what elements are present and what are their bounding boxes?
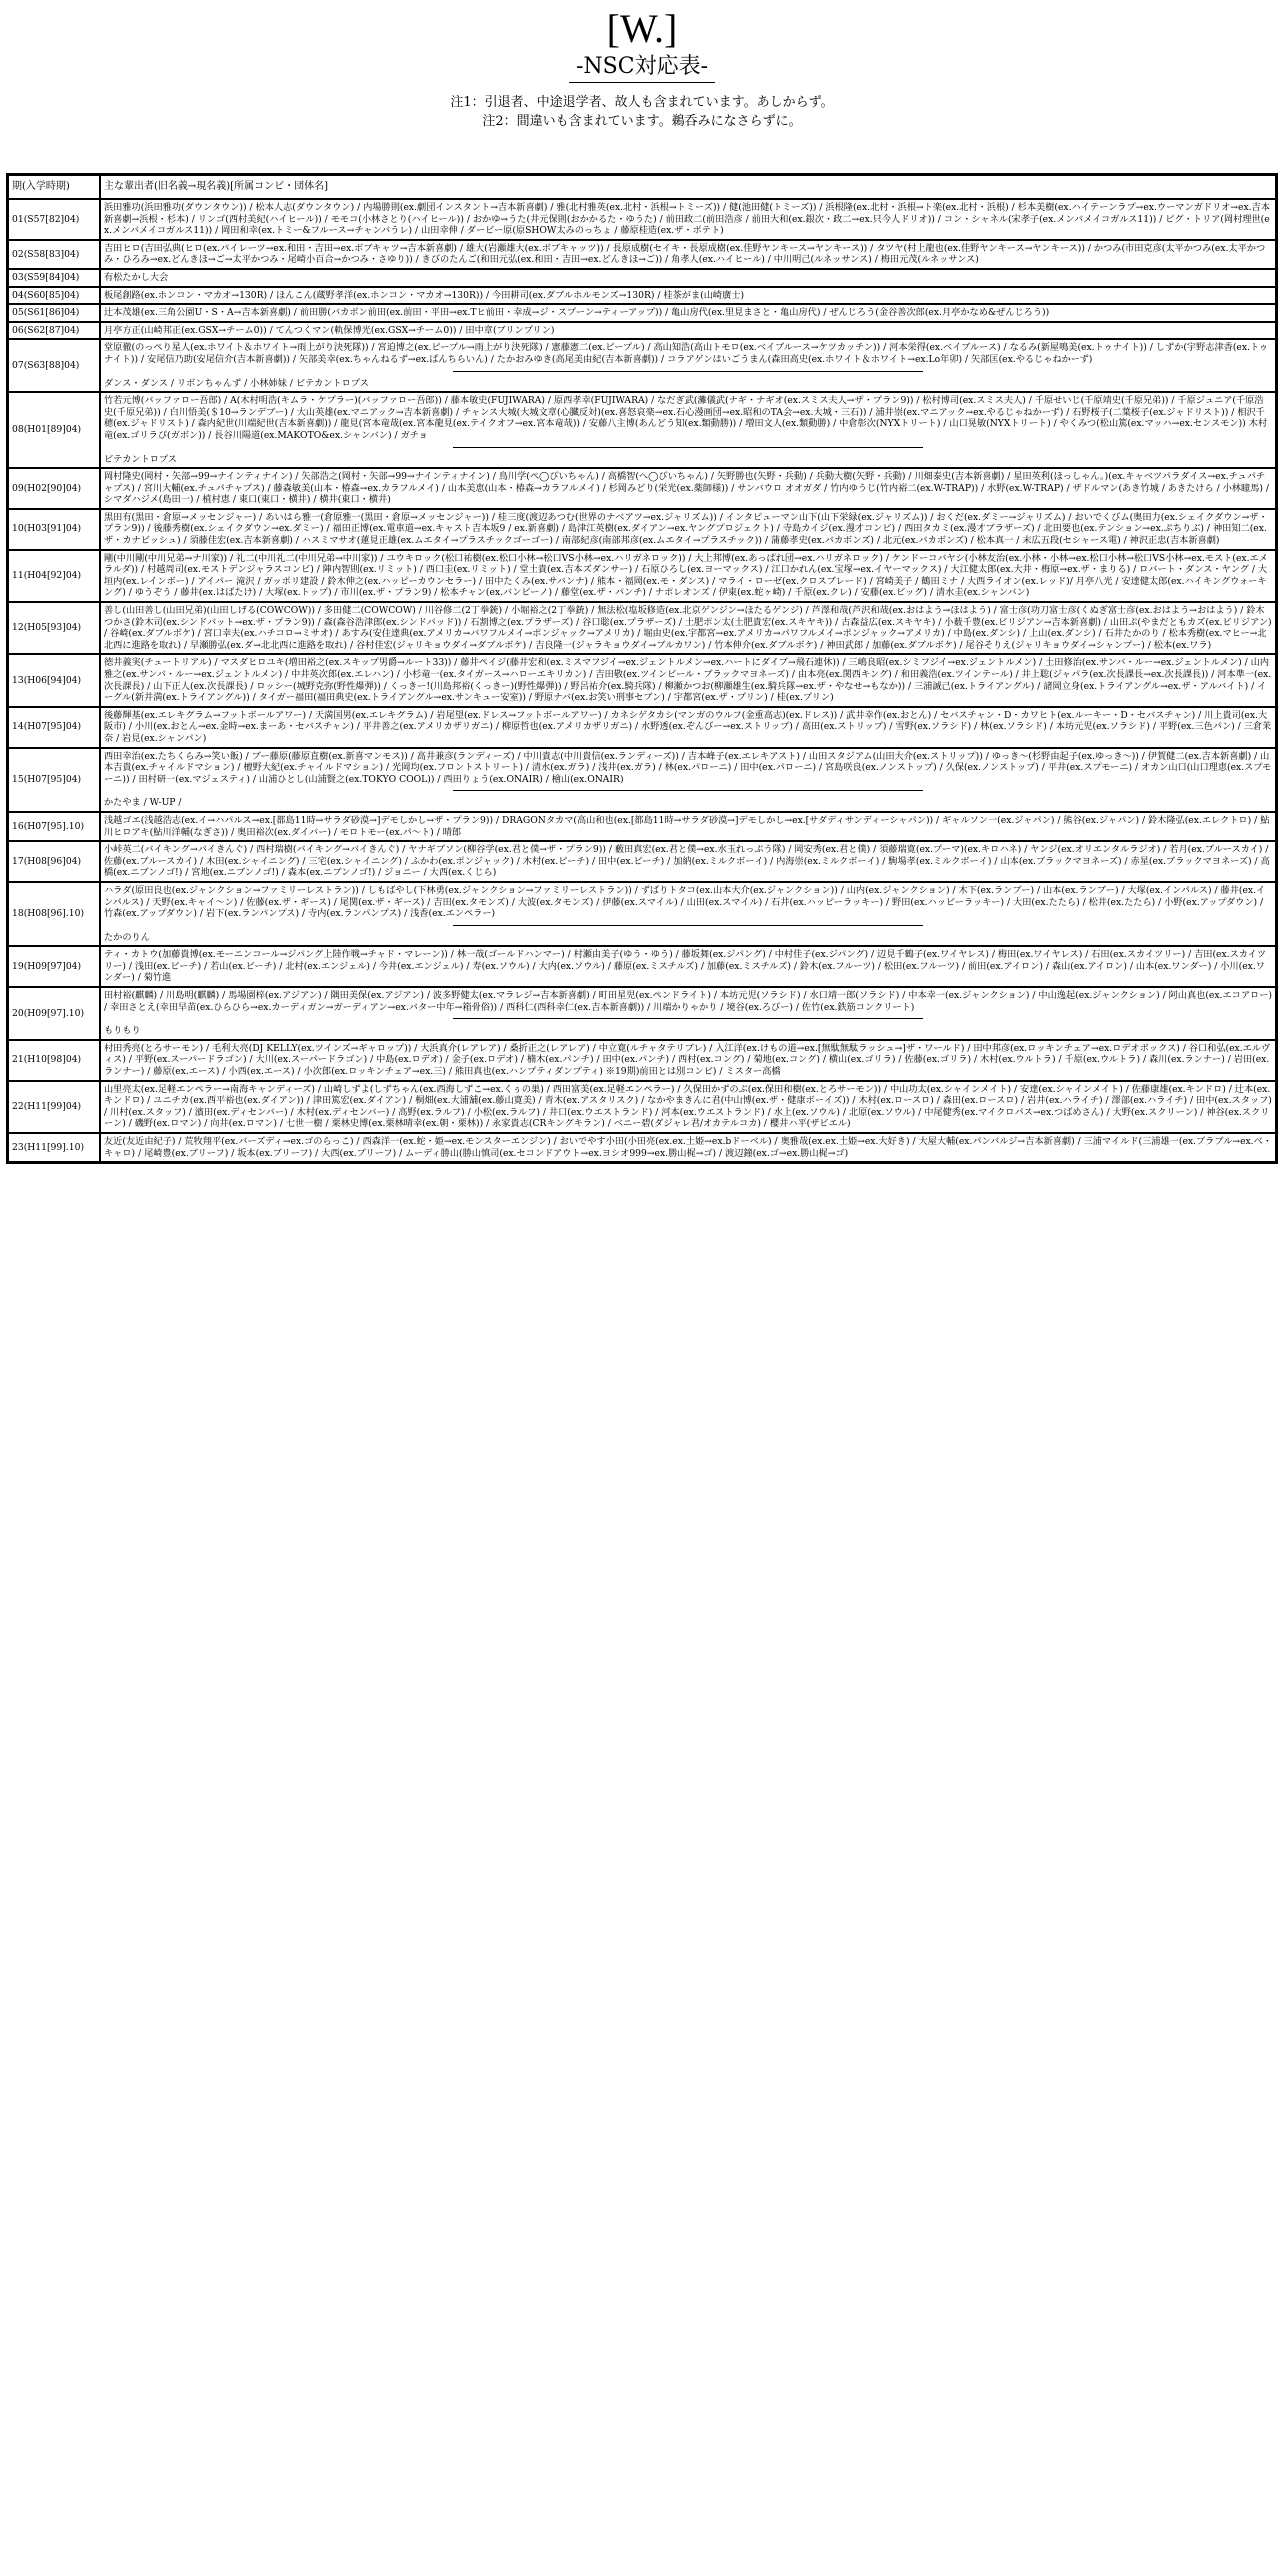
cohort-period: 21(H10[98]04)	[8, 1040, 100, 1081]
cohort-members	[100, 882, 1276, 946]
cohort-members	[100, 322, 1276, 340]
nsc-table-container	[6, 173, 1278, 1164]
cohort-members	[100, 339, 1276, 392]
groups-text: かたやま / W-UP /	[104, 797, 182, 809]
cohort-period: 17(H08[96]04)	[8, 841, 100, 882]
note-1: 注1：引退者、中途退学者、故人も含まれています。あしからず。	[450, 95, 834, 110]
members-text: 徳井義実(チュートリアル) / マスダヒロユキ(増田裕之(ex.スキップ男爵→ルート33)) / 藤井ペイジ(藤井宏和(ex.ミスマフジイ→ex.ジェントルメン→ex.ハートにダイブ→飛石連休)) / 三嶋良昭(ex.シミフジイ→ex.ジェントルメン) / 土田修治(ex.サンバ・ルー→ex.ジェントルメン) / 山内雅之(ex.サンバ・ルー→ex.ジェントルメン) / 中井英次郎(ex.エレハン) / 小杉竜一(ex.タイガース→ハローエキリカン) / 吉田敬(ex.ツインビール・ブラックマヨネーズ) / 由本亮(ex.関西キング) / 和田義浩(ex.ツインテール) / 井上聡(ジャパラ(ex.次長課長→ex.次長課長)) / 河本準一(ex.次長課長) / 山下正人(ex.次長課長) / ロッシー(城野克弥(野性爆弾)) / くっきー!(川島邦裕(くっきー)(野性爆弾)) / 野呂祐介(ex.騎兵隊) / 柳瀬かつお(柳瀬雄生(ex.騎兵隊→ex.ザ・やなせ→もなか)) / 三浦誠己(ex.トライアングル) / 諸岡立身(ex.トライアングル→ex.ザ・アルバイト) / イーグル(新井満(ex.トライアングル)) / タイガー福田(福田典史(ex.トライアングル→ex.サンキュー安室)) / 野原ナバ(ex.お笑い刑事セブン) / 宇都宮(ex.ザ・プリン) / 桂(ex.プリン)	[104, 657, 1272, 704]
cohort-period: 14(H07[95]04)	[8, 707, 100, 748]
cohort-period: 03(S59[84]04)	[8, 269, 100, 287]
cohort-members	[100, 1133, 1276, 1162]
cohort-period: 07(S63[88]04)	[8, 339, 100, 392]
cohort-members	[100, 392, 1276, 468]
cohort-members	[100, 1081, 1276, 1133]
members-text: 月亭方正(山崎邦正(ex.GSX→チーム0)) / てんつくマン(軌保博光(ex.GSX→チーム0)) / 田中章(ブリンプリン)	[104, 324, 555, 336]
table-row	[8, 748, 1276, 812]
groups-text: ダンス・ダンス / リボンちゃんず / 小林姉妹 / ビテカントロプス	[104, 377, 369, 389]
cohort-period: 08(H01[89]04)	[8, 392, 100, 468]
cohort-members	[100, 946, 1276, 987]
members-text: 善し(山田善し(山田兄弟)(山田しげる(COWCOW)) / 多田健二(COWCOW) / 川谷修二(2丁拳銃) / 小堀裕之(2丁拳銃) / 無法松(塩坂修造(ex.北京ゲンジン→ほたるゲンジ) / 芦澤和哉(芦沢和哉(ex.おはよう→ほはよう) / 富士彦(功刀富士彦(くぬぎ富士彦(ex.おはよう→おはよう) / 鈴木つかさ(鈴木司(ex.シンドバット→ex.ザ・プラン9)) / 森(森谷浩津郎(ex.シンドバッド)) / 石割博之(ex.プラザーズ) / 谷口聡(ex.プラザーズ) / 土肥ポン太(土肥貴宏(ex.スキヤキ)) / 古森益広(ex.スキヤキ) / 小薮千豊(ex.ビリジアン→吉本新喜劇) / 山田ぷ(やまだともカズ(ex.ビリジアン) / 谷崎(ex.ダブルボケ) / 宮口幸夫(ex.ハチコロ→ミサオ) / あすみ(安住達典(ex.アメリカ→バワフルメイ→ポンジャック→アメリカ) / 堀由史(ex.宇都宮→ex.アメリカ→パワフルメイ→ポンジャック→アメリカ) / 中島(ex.ダンシ) / 上山(ex.ダンシ) / 石井たかのり / 松本秀樹(ex.マヒー→北北西に進路を取れ) / 早瀬勝弘(ex.ダ→北北西に進路を取れ) / 谷村佳宏(ジャリキョウダイ→ダブルボケ) / 吉良隆一(ジャラキョウダイ→ブルカワン) / 竹本伸介(ex.ダブルボケ) / 神田武郎 / 加藤(ex.ダブルボケ) / 尾谷そりえ(ジャリキョウダイ→シャンプー) / 松本(ex.ワラ)	[104, 605, 1272, 651]
subtitle-underline	[569, 82, 715, 83]
cohort-members	[100, 987, 1276, 1040]
cohort-members	[100, 304, 1276, 322]
cohort-period: 06(S62[87]04)	[8, 322, 100, 340]
cohort-members	[100, 550, 1276, 602]
members-text: 浅越ゴエ(浅越浩志(ex.イ→ハパルス→ex.[都島11時→サラダ砂漠→]デモしかし→ザ・プラン9)) / DRAGONタカマ(高山和也(ex.[都島11時→サラダ砂漠→]デモしかし→ex.[サダディサンディーシャパン)) / ギャルソン一(ex.ジャパン) / 熊谷(ex.ジャパン) / 鈴木隆弘(ex.エレクトロ) / 鮎川ヒロアキ(鮎川洋輔(なぎさ)) / 奥田裕次(ex.ダイバー) / モロトモー(ex.パ〜ト) / 晴郎	[104, 814, 1270, 838]
cohort-period: 01(S57[82]04)	[8, 199, 100, 240]
table-row	[8, 509, 1276, 550]
table-row	[8, 812, 1276, 841]
table-row	[8, 304, 1276, 322]
group-divider	[453, 790, 923, 791]
table-row	[8, 322, 1276, 340]
members-text: 吉田ヒロ(吉田弘典(ヒロ(ex.パイレーツ→ex.和田・吉田→ex.ボブキャツ→吉本新喜劇) / 雄大(岩瀬雄大(ex.ボブキャッツ)) / 長原成樹(セイキ・長原成樹(ex.佳野ヤンキース→ヤンキース)) / タツヤ(村上龍也(ex.佳野ヤンキース→ヤンキース)) / かつみ(市田克彦(太平かつみ(ex.太平かつみ・ひろみ→ex.どんきほ→ご→太平かつみ・尾崎小百合→かつみ・さゆり)) / きびのたんご(和田元弘(ex.和田・吉田→ex.どんきほ→ご)) / 角孝人(ex.ハイヒール) / 中川明己(ルネッサンス) / 梅田元茂(ルネッサンス)	[104, 242, 1266, 266]
members-text: 西田幸治(ex.たちくらみ→笑い飯) / ブー藤原(藤原直樹(ex.新喜マンモス)) / 高井兼彦(ランディーズ) / 中川貴志(中川貴信(ex.ランディーズ)) / 吉本峰子(ex.エレキアスト) / 山田スタジアム(山田大介(ex.ストリップ)) / ゆっき〜(杉野由起子(ex.ゆっき〜)) / 伊賀健二(ex.吉本新喜劇) / 山本吉貴(ex.チャイルドマション) / 檀野大紀(ex.チャイルドマション) / 光岡均(ex.フロントストリート) / 清水(ex.ガラ) / 浅井(ex.ガラ) / 林(ex.パローニ) / 田中(ex.パローニ) / 宮島咲良(ex.ノンストップ) / 久保(ex.ノンストップ) / 平井(ex.スプモーニ) / オカン山口(山口理恵(ex.スプモーニ)) / 田村研一(ex.マジェスティ) / 山浦ひとし(山浦賢之(ex.TOKYO COOL)) / 西田りょう(ex.ONAIR) / 檜山(ex.ONAIR)	[104, 750, 1272, 785]
cohort-members	[100, 812, 1276, 841]
groups-text: ビテカントロプス	[104, 453, 177, 465]
members-text: 黒田有(黒田・倉原→メッセンジャー) / あいはら雅一(倉原雅一(黒田・倉原→メッセンジャー)) / 桂三度(渡辺あつむ(世界のナベアツ→ex.ジャリズム)) / インタピューマン山下(山下栄緑(ex.ジャリズム)) / おくだ(ex.ダミー→ジャリズム) / おいでくびム(奥田力(ex.シェイクダウン→ザ・プラン9)) / 後藤秀樹(ex.シェイクダウン→ex.ダミー) / 福田正博(ex.電車道→ex.キャスト吉本坂9 / ex.新喜劇) / 島津江英樹(ex.ダイアン→ex.ヤングプロジェクト) / 寺島カイジ(ex.漫才コンビ) / 西田タカミ(ex.漫才ブラザーズ) / 北田要也(ex.テンション→ex.ぷちりぶ) / 神田知二(ex.ザ・カナビッシュ) / 須藤佳宏(ex.吉本新喜劇) / ハスミマサオ(蓮見正雄(ex.ムエタイ→プラスチックゴーゴー) / 南部紀彦(南部邦彦(ex.ムエタイ→プラスチック)) / 蒲藤孝史(ex.バカボンズ) / 北元(ex.バカボンズ) / 松本真一 / 末広五段(セシャース電) / 神沢正忠(吉本新喜劇)	[104, 511, 1268, 547]
members-text: 有松たかし大会	[104, 271, 169, 283]
members-text: ハラダ(原田良也(ex.ジャンクション→ファミリーレストラン)) / しもばやし(下林勇(ex.ジャンクション→ファミリーレストラン)) / ずばりトタコ(ex.山本大介(ex.ジャンクション)) / 山内(ex.ジャンクション) / 木下(ex.ランブー) / 山本(ex.ランブー) / 大塚(ex.インパルス) / 藤井(ex.インパルス) / 天野(ex.キャイ〜ン) / 佐藤(ex.ザ・ギース) / 尾関(ex.ザ・ギース) / 吉田(ex.タモンズ) / 大波(ex.タモンズ) / 伊藤(ex.スマイル) / 山田(ex.スマイル) / 石井(ex.ハッピーラッキー) / 野田(ex.ハッピーラッキー) / 大田(ex.たたら) / 松井(ex.たたら) / 小野(ex.アップダウン) / 竹森(ex.アップダウン) / 岩下(ex.ランパンプス) / 寺内(ex.ランパンプス) / 浅香(ex.エンペラー)	[104, 884, 1266, 920]
cohort-members	[100, 1040, 1276, 1081]
members-text: 板尾創路(ex.ホンコン・マカオ→130R) / ほんこん(蔵野孝洋(ex.ホンコン・マカオ→130R)) / 今田耕司(ex.ダブルホルモンズ→130R) / 桂茶がま(山崎廣士)	[104, 289, 745, 301]
cohort-period: 13(H06[94]04)	[8, 654, 100, 706]
table-row	[8, 339, 1276, 392]
members-text: 後藤輝基(ex.エレキグラム→フットボールアワー) / 天満国男(ex.エレキグラム) / 岩尾望(ex.ドレス→フットボールアワー) / カネシゲタカシ(マンガのウルフ(金重高志)(ex.ドレス)) / 武井幸作(ex.おとん) / セバスチャン・D・カワヒト(ex.ルーキー・D・セバスチャン) / 川上貴司(ex.大阪市) / 小川(ex.おとん→ex.金時→ex.まーあ・セバスチャン) / 平井善之(ex.アメリカザリガニ) / 柳原哲也(ex.アメリカザリガニ) / 水野透(ex.ぞんびー→ex.ストリップ) / 高田(ex.ストリップ) / 雪野(ex.ソラシド) / 林(ex.ソラシド) / 本坊元児(ex.ソラシド) / 平野(ex.三色パン) / 三倉茉奈 / 岩見(ex.シャンパン)	[104, 709, 1272, 744]
table-header-row	[8, 175, 1276, 199]
cohort-period: 22(H11[99]04)	[8, 1081, 100, 1133]
group-divider	[453, 447, 923, 448]
members-text: 竹若元博(バッファロー吾郎) / A(木村明浩(キムラ・ケプラー)(バッファロー吾郎)) / 藤本敏史(FUJIWARA) / 原西孝幸(FUJIWARA) / なだぎ武(灘儀武(ナギ・ナギオ(ex.スミス夫人→ザ・プラン9)) / 松村博司(ex.スミス夫人) / 千原せいじ(千原靖史(千原兄弟)) / 千原ジュニア(千原浩史(千原兄弟)) / 白川悟美(＄10→ランデブー) / 大山英雄(ex.マニアック→吉本新喜劇) / チャンス大城(大城文章(心臓反対)(ex.喜怒哀楽→ex.石心漫画団→ex.昭和のTA会→ex.大城・三石)) / 浦井崇(ex.マニアック→ex.やるじゃねかーず) / 石野桜子(二葉桜子(ex.ジャドリスト)) / 相沢千穂(ex.ジャドリスト) / 森内紀世(川端紀世(吉本新喜劇)) / 龍見(宮本竜哉(ex.宮本龍見(ex.テイクオフ→ex.宮本竜哉)) / 安藤八主博(あんどう知(ex.類動勝)) / 増田文人(ex.類動勝) / 中倉彰次(NYXトリート) / 山口晃敏(NYXトリート) / やくみつ(松山篤(ex.マッハ→ex.センスモン)) 木村竜(ex.ゴリラぴ(ガボン)) / 長谷川陽道(ex.MAKOTO&ex.シャンバン) / ガチョ	[104, 395, 1268, 441]
cohort-members	[100, 707, 1276, 748]
cohort-period: 05(S61[86]04)	[8, 304, 100, 322]
members-text: ティ・カトウ(加藤貴博(ex.モーニンコール→ジパング上陸作戦→チャド・マレーン)) / 林一哉(ゴールドハンマー) / 村瀬由美子(ゆう・ゆう) / 藤坂舞(ex.ジパング) / 中村佳子(ex.ジパング) / 辺見千鶴子(ex.ワイヤレス) / 梅田(ex.ワイヤレス) / 石田(ex.スカイツリー) / 吉田(ex.スカイツリー) / 浅田(ex.ピーチ) / 若山(ex.ピーチ) / 北村(ex.エンジェル) / 今井(ex.エンジェル) / 寿(ex.ソウル) / 大内(ex.ソウル) / 藤原(ex.ミスチルズ) / 加藤(ex.ミスチルズ) / 鈴木(ex.フルーツ) / 松田(ex.フルーツ) / 前田(ex.アイロン) / 森山(ex.アイロン) / 山本(ex.ワンダー) / 小川(ex.ワンダー) / 菊竹進	[104, 949, 1267, 984]
cohort-members	[100, 287, 1276, 305]
cohort-period: 20(H09[97].10)	[8, 987, 100, 1040]
cohort-members	[100, 654, 1276, 706]
members-text: 山里亮太(ex.足軽エンペラー→南海キャンディーズ) / 山崎しずよ(しずちゃん(ex.西海しずこ→ex.くぅの巣) / 西田富美(ex.足軽エンペラー) / 久保田かずのぶ(ex.保田和樹(ex.とろサーモン)) / 中山功太(ex.シャインメイト) / 安達(ex.シャインメイト) / 佐藤康雄(ex.キンドロ) / 辻本(ex.キンドロ) / ユニチカ(ex.西平裕也(ex.ダイアン)) / 津田篤宏(ex.ダイアン) / 桐畑(ex.大浦舗(ex.藤山寛美) / 青木(ex.アスタリスク) / なかやまきんに君(中山博(ex.ザ・健康ボーイズ)) / 木村(ex.ロースロ) / 森田(ex.ロースロ) / 岩井(ex.ハライチ) / 澤部(ex.ハライチ) / 田中(ex.スタッフ) / 川村(ex.スタッフ) / 濱田(ex.ディセンバー) / 木村(ex.ディセンバー) / 高野(ex.ラルフ) / 小松(ex.ラルフ) / 井口(ex.ウエストランド) / 河本(ex.ウエストランド) / 水上(ex.ソウル) / 北原(ex.ソウル) / 中尾健秀(ex.マイクロパス→ex.つばめさん) / 大野(ex.スクリーン) / 神谷(ex.スクリーン) / 磯野(ex.ロマン) / 向井(ex.ロマン) / 七世一樹 / 栗林史博(ex.栗林晴幸(ex.朝・栗林)) / 永家貴志(CRキングキラン) / ベニー碧(ダジャレ君/オカテルコカ) / 櫻井ハ平(ザビエル)	[104, 1083, 1272, 1130]
table-row	[8, 287, 1276, 305]
header-members: 主な輩出者(旧名義→現名義)[所属コンビ・団体名]	[100, 175, 1276, 199]
members-text: 堂原徹(のっぺり星人(ex.ホワイト＆ホワイト→雨上がり決死隊)) / 宮迫博之(ex.ピープル→雨上がり決死隊) / 憲藤憲二(ex.ピープル) / 高山知浩(高山トモロ(ex.ベイブルース→ケツカッチン)) / 河本栄得(ex.ベイブルース) / なるみ(新屋鳴美(ex.トゥナイト)) / しずか(宇野志津香(ex.トゥナイト)) / 安尾信乃助(安尾信介(吉本新喜劇)) / 矢部美幸(ex.ちゃんねるず→ex.ぱんちらいん) / たかおみゆき(高尾美由紀(吉本新喜劇)) / コラアゲンはいごうまん(森田高史(ex.ホワイト＆ホワイト→ex.Lo年卯) / 矢部匡(ex.やるじゃねかーず)	[104, 342, 1269, 365]
cohort-period: 18(H08[96].10)	[8, 882, 100, 946]
cohort-members	[100, 509, 1276, 550]
groups-text: もりもり	[104, 1025, 141, 1037]
cohort-members	[100, 602, 1276, 654]
table-row	[8, 1133, 1276, 1162]
group-divider	[453, 1018, 923, 1019]
page-header	[0, 0, 1284, 131]
cohort-period: 04(S60[85]04)	[8, 287, 100, 305]
table-row	[8, 550, 1276, 602]
members-text: 村田秀亮(とろサーモン) / 毛利大亮(DJ KELLY(ex.ツインズ→ギャロップ)) / 大浜真介(レアレア) / 桑折正之(レアレア) / 中立寛(ルチャタテリブレ) / 入江洋(ex.けもの道→ex.[無駄無駄ラッシュ→]ザ・ワールド) / 田中邦彦(ex.ロッキンチェア→ex.ロデオボックス) / 谷口和弘(ex.エルヴィス) / 平野(ex.スーパードラゴン) / 大川(ex.スーパードラゴン) / 中島(ex.ロデオ) / 金子(ex.ロデオ) / 楠木(ex.パンチ) / 田中(ex.パンチ) / 西村(ex.コング) / 菊地(ex.コング) / 横山(ex.ゴリラ) / 佐藤(ex.ゴリラ) / 木村(ex.ウルトラ) / 千原(ex.ウルトラ) / 森川(ex.ランナー) / 岩田(ex.ランナー) / 藤原(ex.エース) / 小西(ex.エース) / 小次郎(ex.ロッキンチェア→ex.三) / 熊田真也(ex.ハンプティダンプティ) ※19期)前田とは別コンビ) / ミスター高橋	[104, 1042, 1271, 1078]
cohort-members	[100, 199, 1276, 240]
cohort-period: 11(H04[92]04)	[8, 550, 100, 602]
cohort-members	[100, 748, 1276, 812]
members-text: 岡村隆史(岡村・矢部→99→ナインティナイン) / 矢部浩之(岡村・矢部→99→ナインティナイン) / 鳥川学(ペ◯びいちゃん) / 高橋智(へ◯びいちゃん) / 矢野勝也(矢野・兵動) / 兵動大樹(矢野・兵動) / 川畑泰史(吉本新喜劇) / 星田英利(ほっしゃん。)(ex.キャベツパラダイス→ex.チュパチャプス) / 宮川大輔(ex.チュパチャプス) / 藤森敏美(山本・椿森→ex.カラフルメイ) / 山本美恵(山本・椿森→カラフルメイ) / 杉岡みどり(栄光(ex.薬師様)) / サンバウロ オオガダ / 竹内ゆうじ(竹内裕二(ex.W-TRAP)) / 水野(ex.W-TRAP) / ザドルマン(あき竹城 / あきたけら / 小林瞳馬) / シマダハジメ(島田一) / 植村恵 / 東口(東口・横井) / 横井(東口・横井)	[104, 471, 1269, 506]
group-divider	[453, 371, 923, 372]
table-row	[8, 392, 1276, 468]
table-row	[8, 468, 1276, 509]
nsc-table	[6, 173, 1278, 1164]
page-title: [W.]	[606, 6, 678, 51]
table-row	[8, 602, 1276, 654]
table-row	[8, 882, 1276, 946]
page-subtitle	[0, 54, 1284, 83]
table-row	[8, 841, 1276, 882]
members-text: 辻本茂雄(ex.三角公園U・S・A→吉本新喜劇) / 前田勝(バカボン前田(ex.前田・平田→ex.Tヒ前田・幸成→ジ・スプーン→ティーアップ)) / 亀山房代(ex.里見まさと・亀山房代) / ぜんじろう(金谷善次郎(ex.月亭かなめ&ぜんじろう))	[104, 307, 1050, 319]
cohort-period: 15(H07[95]04)	[8, 748, 100, 812]
group-divider	[453, 925, 923, 926]
cohort-members	[100, 841, 1276, 882]
members-text: 剛(中川剛(中川兄弟→ナ川家)) / 礼二(中川礼二(中川兄弟→中川家)) / ユウキロック(松口祐樹(ex.松口小林→松口VS小林→ex.ハリガネロック)) / 大上邦博(ex.あっぱれ団→ex.ハリガネロック) / ケンドーコバヤシ(小林友治(ex.小林・小林→ex.松口小林→松口VS小林→ex.モスト(ex.エメラルダ)) / 村越周司(ex.モストデンジャラスコンビ) / 陣内智則(ex.リミット) / 西口圭(ex.リミット) / 堂土貴(ex.吉本ズダンサー) / 石原ひろし(ex.ヨーマックス) / 江口かれん(ex.宝塚→ex.イヤーマックス) / 大江健太郎(ex.大井・梅原→ex.ザ・まりる) / ロバート・ダンス・ヤング / 大垣内(ex.レインボー) / アイパー 滝沢 / ガッポリ建設 / 鈴木伸之(ex.ハッピーカウンセラー) / 田中たくみ(ex.サバンナ) / 熊本・福岡(ex.モ・ダンス) / マライ・ローゼ(ex.クロスブレード) / 宮崎美子 / 鶴田ミナ / 大西ライオン(ex.レッド)/ 月亭八光 / 安達健太郎(ex.ハイキングウォーキング) / ゆうぞう / 藤井(ex.はばたけ) / 大塚(ex.トップ) / 市川(ex.ザ・プラン9) / 松本チャン(ex.バンビーノ) / 藤堂(ex.ザ・パンチ) / ナポレオンズ / 伊東(ex.蛇ヶ崎) / 千原(ex.クレ) / 安藤(ex.ビッグ) / 清水圭(ex.シャンバン)	[104, 552, 1268, 599]
cohort-period: 19(H09[97]04)	[8, 946, 100, 987]
cohort-period: 16(H07[95].10)	[8, 812, 100, 841]
table-row	[8, 946, 1276, 987]
cohort-period: 12(H05[93]04)	[8, 602, 100, 654]
members-text: 浜田雅功(浜田雅功(ダウンタウン)) / 松本人志(ダウンタウン) / 内場勝則(ex.劇団インスタント→吉本新喜劇) / 雅(北村雅英(ex.北村・浜根→トミーズ)) / 健(池田健(トミーズ)) / 浜根隆(ex.北村・浜根→ト楽(ex.北村・浜根) / 杉本美樹(ex.ハイテーンラプ→ex.ウーマンガドリオ→ex.吉本新喜劇→浜根・杉本) / リンゴ(西村美紀(ハイヒール)) / モモコ(小林さとり(ハイヒール)) / おかゆ→うた(井元保則(おかかるた・ゆうた) / 前田政二(前田浩彦 / 前田大和(ex.銀次・政二→ex.只今人ドリオ)) / コン・シャネル(宋孝子(ex.メンバメイコガルス11)) / ピグ・トリア(岡村理世(ex.メンバメイコガルス11)) / 岡田和幸(ex.トミー&フルース→チャンバうレ) / 山田幸伸 / ダービー原(原SHOW太みのっちょ / 藤原桂造(ex.ザ・ポテト)	[104, 202, 1270, 237]
cohort-members	[100, 269, 1276, 287]
table-row	[8, 1081, 1276, 1133]
cohort-period: 02(S58[83]04)	[8, 240, 100, 269]
groups-text: たかのりん	[104, 931, 150, 943]
cohort-period: 10(H03[91]04)	[8, 509, 100, 550]
header-period: 期(入学時期)	[8, 175, 100, 199]
cohort-members	[100, 240, 1276, 269]
table-row	[8, 654, 1276, 706]
table-row	[8, 1040, 1276, 1081]
members-text: 田村裕(麒麟) / 川島明(麒麟) / 馬場園梓(ex.アジアン) / 隅田美保(ex.アジアン) / 波多野健太(ex.マラレジ→吉本新喜劇) / 町田星児(ex.ペンドライト) / 本坊元児(ソラシド) / 水口靖一郎(ソラシド) / 中本幸一(ex.ジャンクション) / 中山逸起(ex.ジャンクション) / 阿山真也(ex.エコアロー) / 幸田さとえ(幸田早苗(ex.ひらひら→ex.カーディガン→ガーディアン→ex.バター中年→箱骨俗)) / 西科仁(西科幸仁(ex.吉本新喜劇)) / 川端かりゃかり / 境谷(ex.ろびー) / 佐竹(ex.鉄筋コンクリート)	[104, 990, 1272, 1013]
cohort-period: 23(H11[99].10)	[8, 1133, 100, 1162]
table-body	[8, 199, 1276, 1162]
table-row	[8, 707, 1276, 748]
table-row	[8, 240, 1276, 269]
table-row	[8, 199, 1276, 240]
table-row	[8, 987, 1276, 1040]
cohort-members	[100, 468, 1276, 509]
members-text: 友近(友近由紀子) / 荒牧翔平(ex.バーズディ→ex.ゴのらっこ) / 西森洋一(ex.蛇・姫→ex.モンスターエンジン) / おいでやす小田(小田亮(ex.ex.土姫→ex.bドーベル) / 奥雅哉(ex.ex.土姫→ex.大好き) / 大屋大輔(ex.パンバルジ→吉本新喜劇) / 三浦マイルド(三浦雄一(ex.ブラブル→ex.べ・キャロ) / 尾崎豊(ex.ブリーフ) / 坂本(ex.ブリーフ) / 大西(ex.ブリーフ) / ムーディ勝山(勝山慎司(ex.セコンドアウト→ex.ヨシオ999→ex.勝山梶→ゴ) / 渡辺鐘(ex.ゴ→ex.勝山梶→ゴ)	[104, 1136, 1272, 1159]
members-text: 小峠英二(バイキング→バイきんぐ) / 西村瑞樹(バイキング→バイきんぐ) / ヤナギブソン(柳谷学(ex.君と僕→ザ・プラン9)) / 藪田真宏(ex.君と僕→ex.水玉れっぷう隊) / 岡安秀(ex.君と僕) / 須藤瑞寛(ex.プーマ)(ex.キロハネ) / ヤンジ(ex.オリエンタルラジオ) / 若月(ex.ブルースカイ) / 佐藤(ex.ブルースカイ) / 木田(ex.シャイニング) / 三宅(ex.シャイニング) / ふかわ(ex.ポンジャック) / 木村(ex.ピーチ) / 田中(ex.ピーチ) / 加納(ex.ミルクボーイ) / 内海崇(ex.ミルクボーイ) / 駒場孝(ex.ミルクボーイ) / 山本(ex.ブラックマヨネーズ) / 赤星(ex.ブラックマヨネーズ) / 高橋(ex.ニブンノゴ!) / 宮地(ex.ニブンノゴ!) / 森本(ex.ニブンノゴ!) / ジョニー / 大西(ex.くじら)	[104, 844, 1270, 879]
page-subtitle-text: -NSC対応表-	[575, 54, 709, 79]
cohort-period: 09(H02[90]04)	[8, 468, 100, 509]
table-row	[8, 269, 1276, 287]
notes	[0, 93, 1284, 131]
note-2: 注2：間違いも含まれています。鵜呑みになさらずに。	[482, 114, 802, 129]
